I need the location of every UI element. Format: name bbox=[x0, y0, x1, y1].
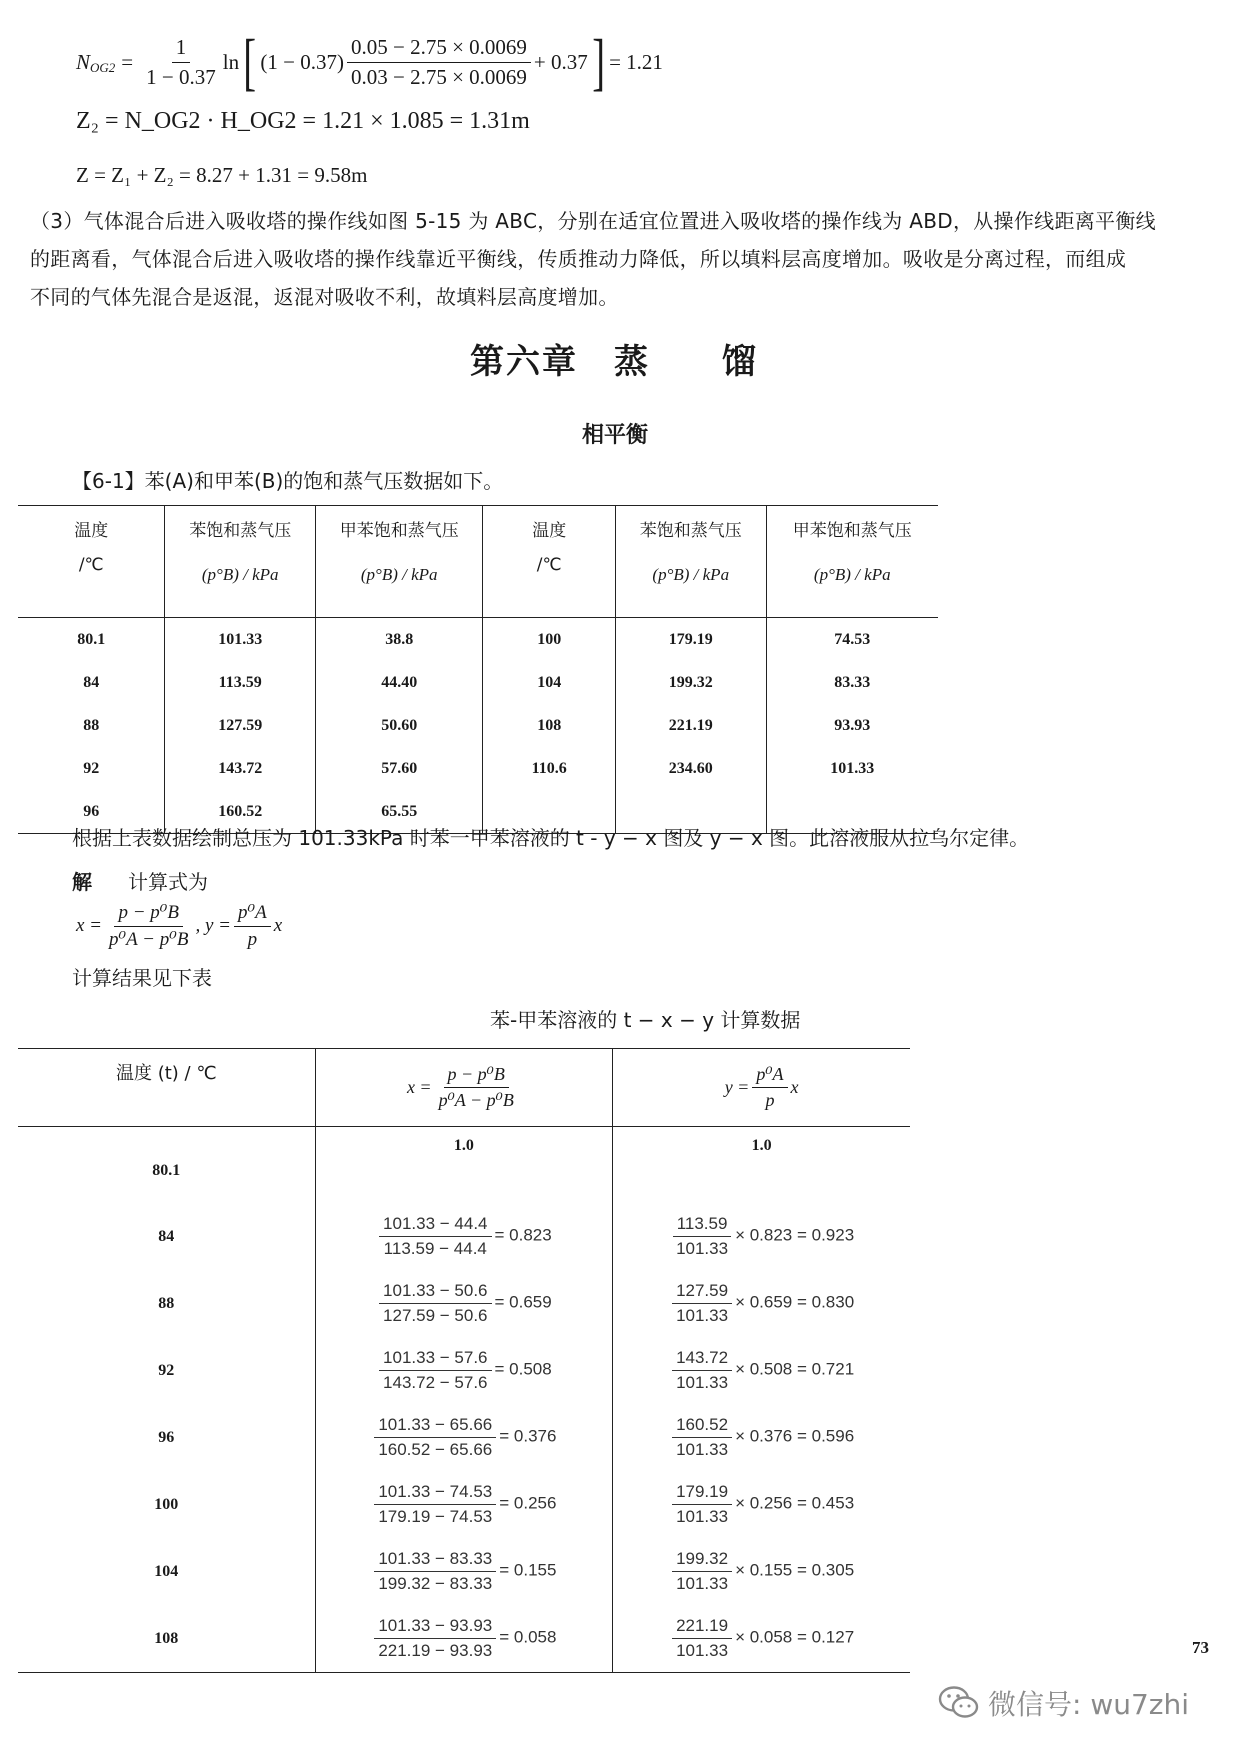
equation-n-og2: N OG2 = $\frac{1}{1 - 0.37}$ ln [ (1 − 0.37) $\frac{0.05 - 2.75 \times 0.0069}{0.03 - 2.75 \times 0.0069}$ + 0.37 ] = 1.21 bbox=[76, 26, 663, 97]
formula-y-den: p bbox=[247, 928, 258, 950]
x-den: 160.52 − 65.66 bbox=[378, 1440, 493, 1459]
x-value: = 0.823 bbox=[494, 1225, 552, 1245]
y-den: 101.33 bbox=[676, 1574, 729, 1593]
eq1-frac2-den: 0.03 − 2.75 × 0.0069 bbox=[350, 64, 527, 89]
table-cell: 104 bbox=[483, 661, 616, 704]
temp-cell: 88 bbox=[18, 1270, 315, 1337]
x-num: 101.33 − 65.66 bbox=[374, 1415, 496, 1438]
x-cell bbox=[315, 1471, 613, 1538]
header-benzene-1-unit: (p°B) / kPa bbox=[201, 565, 279, 584]
table-row bbox=[18, 704, 938, 747]
x-cell: 1.0 bbox=[315, 1127, 613, 1204]
header-temp-1 bbox=[18, 506, 165, 618]
table-row bbox=[18, 1471, 910, 1538]
eq1-lhs: N bbox=[76, 49, 91, 74]
table-cell: 221.19 bbox=[615, 704, 766, 747]
y-num: 221.19 bbox=[672, 1616, 732, 1639]
header-temp-2-label: 温度 bbox=[532, 521, 567, 541]
paragraph-3 bbox=[30, 202, 1220, 316]
eq1-ln: ln bbox=[222, 49, 240, 74]
table-row bbox=[18, 1127, 910, 1204]
table-cell: 93.93 bbox=[834, 716, 871, 734]
x-den: 221.19 − 93.93 bbox=[378, 1641, 493, 1660]
y-cell bbox=[613, 1471, 910, 1538]
y-value: × 0.508 = 0.721 bbox=[735, 1359, 855, 1379]
table-cell: 101.33 bbox=[165, 618, 316, 662]
x-num: 101.33 − 57.6 bbox=[379, 1348, 491, 1371]
y-cell: 1.0 bbox=[751, 1137, 772, 1154]
table-cell: 96 bbox=[18, 790, 165, 834]
txy-calc-table bbox=[18, 1048, 910, 1673]
table-cell: 110.6 bbox=[483, 747, 616, 790]
watermark-text: 微信号: wu7zhi bbox=[988, 1688, 1190, 1721]
vapor-pressure-table-header bbox=[18, 506, 938, 618]
header-x-num: p − p⁰B bbox=[444, 1064, 509, 1088]
paragraph-3-line-2: 的距离看，气体混合后进入吸收塔的操作线靠近平衡线，传质推动力降低，所以填料层高度增加。吸收是分离过程，而组成 bbox=[30, 247, 1127, 271]
x-cell bbox=[315, 1337, 613, 1404]
header-y-den: p bbox=[765, 1090, 775, 1110]
table-row bbox=[18, 1538, 910, 1605]
y-value: × 0.823 = 0.923 bbox=[735, 1225, 855, 1245]
header-benzene-1-label: 苯饱和蒸气压 bbox=[189, 521, 292, 541]
vapor-pressure-table bbox=[18, 505, 938, 834]
formula-x-y bbox=[76, 902, 282, 951]
eq1-lhs-sub: OG2 bbox=[90, 60, 116, 75]
chapter-title: 第六章 蒸 馏 bbox=[470, 342, 758, 382]
table-row bbox=[18, 1337, 910, 1404]
table-row bbox=[18, 1404, 910, 1471]
formula-x-lhs: x = bbox=[76, 915, 103, 937]
header-benzene-2 bbox=[615, 506, 766, 618]
y-value: × 0.058 = 0.127 bbox=[735, 1627, 855, 1647]
x-num: 101.33 − 74.53 bbox=[374, 1482, 496, 1505]
y-den: 101.33 bbox=[676, 1507, 729, 1526]
y-cell bbox=[613, 1404, 910, 1471]
table-cell: 92 bbox=[18, 747, 165, 790]
page-number: 73 bbox=[1192, 1638, 1209, 1657]
header-x-formula bbox=[315, 1049, 613, 1127]
section-title: 相平衡 bbox=[582, 423, 649, 448]
table-cell: 143.72 bbox=[165, 747, 316, 790]
y-num: 179.19 bbox=[672, 1482, 732, 1505]
temp-cell: 100 bbox=[18, 1471, 315, 1538]
y-cell bbox=[613, 1270, 910, 1337]
y-num: 127.59 bbox=[672, 1281, 732, 1304]
y-num: 160.52 bbox=[672, 1415, 732, 1438]
table-cell: 127.59 bbox=[165, 704, 316, 747]
txy-table-header bbox=[18, 1049, 910, 1127]
x-value: = 0.256 bbox=[499, 1493, 557, 1513]
x-den: 113.59 − 44.4 bbox=[383, 1239, 487, 1258]
formula-x-den: p⁰A − p⁰B bbox=[109, 928, 189, 950]
header-y-tail: x bbox=[790, 1077, 799, 1097]
table-cell: 44.40 bbox=[316, 661, 483, 704]
problem-statement: 【6-1】苯(A)和甲苯(B)的饱和蒸气压数据如下。 bbox=[72, 469, 504, 493]
table-row bbox=[18, 618, 938, 662]
temp-cell: 108 bbox=[18, 1605, 315, 1673]
solution-text: 计算式为 bbox=[128, 870, 208, 894]
x-num: 101.33 − 83.33 bbox=[374, 1549, 496, 1572]
x-value: = 0.508 bbox=[494, 1359, 552, 1379]
header-x-lhs: x = bbox=[406, 1077, 432, 1097]
table-cell: 108 bbox=[483, 704, 616, 747]
header-toluene-1 bbox=[316, 506, 483, 618]
formula-x-num: p − p⁰B bbox=[114, 902, 183, 927]
table-cell: 113.59 bbox=[165, 661, 316, 704]
table-row bbox=[18, 661, 938, 704]
header-benzene-2-unit: (p°B) / kPa bbox=[652, 565, 730, 584]
x-num: 101.33 − 50.6 bbox=[379, 1281, 491, 1304]
header-temp-1-unit: /℃ bbox=[78, 555, 104, 575]
formula-y-num: p⁰A bbox=[234, 902, 271, 927]
y-cell bbox=[613, 1203, 910, 1270]
x-cell bbox=[315, 1404, 613, 1471]
table-row bbox=[18, 1203, 910, 1270]
paragraph-3-line-3: 不同的气体先混合是返混，返混对吸收不利，故填料层高度增加。 bbox=[30, 285, 619, 309]
y-cell bbox=[613, 1538, 910, 1605]
y-den: 101.33 bbox=[676, 1306, 729, 1325]
eq1-left-bracket: [ bbox=[243, 26, 257, 97]
eq1-frac1-den: 1 − 0.37 bbox=[146, 64, 216, 89]
x-value: = 0.659 bbox=[494, 1292, 552, 1312]
instruction-text: 根据上表数据绘制总压为 101.33kPa 时苯一甲苯溶液的 t - y − x 图及 y − x 图。此溶液服从拉乌尔定律。 bbox=[72, 826, 1030, 850]
x-value: = 0.376 bbox=[499, 1426, 557, 1446]
table-row bbox=[18, 1605, 910, 1673]
x-num: 101.33 − 93.93 bbox=[374, 1616, 496, 1639]
y-den: 101.33 bbox=[676, 1641, 729, 1660]
y-num: 199.32 bbox=[672, 1549, 732, 1572]
header-x-den: p⁰A − p⁰B bbox=[438, 1090, 514, 1110]
y-cell bbox=[613, 1605, 910, 1673]
table-cell: 160.52 bbox=[165, 790, 316, 834]
y-num: 143.72 bbox=[672, 1348, 732, 1371]
solution-line bbox=[72, 866, 208, 895]
header-toluene-2-label: 甲苯饱和蒸气压 bbox=[792, 521, 912, 541]
y-cell bbox=[613, 1337, 910, 1404]
y-den: 101.33 bbox=[676, 1373, 729, 1392]
y-value: × 0.659 = 0.830 bbox=[735, 1292, 855, 1312]
x-value: = 0.058 bbox=[499, 1627, 557, 1647]
temp-cell: 84 bbox=[18, 1203, 315, 1270]
header-toluene-2-unit: (p°B) / kPa bbox=[813, 565, 891, 584]
y-value: × 0.376 = 0.596 bbox=[735, 1426, 855, 1446]
eq1-right-bracket: ] bbox=[592, 26, 605, 97]
y-value: × 0.155 = 0.305 bbox=[735, 1560, 855, 1580]
table-cell: 74.53 bbox=[834, 630, 871, 648]
header-benzene-1 bbox=[165, 506, 316, 618]
eq1-inner-left: (1 − 0.37) bbox=[260, 49, 344, 74]
x-den: 127.59 − 50.6 bbox=[383, 1306, 488, 1325]
header-y-formula bbox=[613, 1049, 910, 1127]
y-value: × 0.256 = 0.453 bbox=[735, 1493, 855, 1513]
header-y-num: p⁰A bbox=[752, 1064, 787, 1088]
header-temp-2-unit: /℃ bbox=[536, 555, 562, 575]
temp-cell: 80.1 bbox=[18, 1127, 315, 1204]
header-benzene-2-label: 苯饱和蒸气压 bbox=[639, 521, 742, 541]
table-cell: 88 bbox=[18, 704, 165, 747]
header-temp-2 bbox=[483, 506, 616, 618]
header-temp-1-label: 温度 bbox=[74, 521, 109, 541]
y-den: 101.33 bbox=[676, 1440, 729, 1459]
table-cell: 100 bbox=[483, 618, 616, 662]
table2-caption: 苯-甲苯溶液的 t − x − y 计算数据 bbox=[490, 1008, 801, 1032]
eq1-frac1-num: 1 bbox=[172, 35, 191, 62]
x-value: = 0.155 bbox=[499, 1560, 557, 1580]
header-temperature: 温度 (t) / ℃ bbox=[18, 1049, 315, 1127]
equation-z-total: Z = Z₁ + Z₂ = 8.27 + 1.31 = 9.58m bbox=[76, 163, 368, 187]
temp-cell: 96 bbox=[18, 1404, 315, 1471]
x-cell bbox=[315, 1270, 613, 1337]
header-toluene-1-label: 甲苯饱和蒸气压 bbox=[339, 521, 459, 541]
table-cell: 199.32 bbox=[615, 661, 766, 704]
table-cell: 179.19 bbox=[615, 618, 766, 662]
table-cell: 80.1 bbox=[18, 618, 165, 662]
y-num: 113.59 bbox=[673, 1214, 732, 1237]
x-den: 179.19 − 74.53 bbox=[378, 1507, 493, 1526]
table-cell: 101.33 bbox=[830, 759, 875, 777]
table-cell: 50.60 bbox=[316, 704, 483, 747]
table-cell: 83.33 bbox=[834, 673, 871, 691]
table-cell: 38.8 bbox=[316, 618, 483, 662]
x-cell bbox=[315, 1203, 613, 1270]
eq1-result: = 1.21 bbox=[609, 49, 663, 74]
header-toluene-1-unit: (p°B) / kPa bbox=[360, 565, 438, 584]
eq1-inner-right: + 0.37 bbox=[533, 49, 588, 74]
table-cell: 84 bbox=[18, 661, 165, 704]
temp-cell: 104 bbox=[18, 1538, 315, 1605]
eq1-frac2-num: 0.05 − 2.75 × 0.0069 bbox=[347, 35, 531, 62]
table-row bbox=[18, 747, 938, 790]
formula-y-tail: x bbox=[273, 915, 283, 937]
temp-cell: 92 bbox=[18, 1337, 315, 1404]
x-den: 143.72 − 57.6 bbox=[383, 1373, 488, 1392]
equation-z2: Z₂ = N_OG2 · H_OG2 = 1.21 × 1.085 = 1.31m bbox=[76, 108, 530, 134]
x-cell bbox=[315, 1538, 613, 1605]
wechat-icon bbox=[938, 1685, 980, 1721]
table-cell: 57.60 bbox=[316, 747, 483, 790]
x-num: 101.33 − 44.4 bbox=[379, 1214, 491, 1237]
x-den: 199.32 − 83.33 bbox=[378, 1574, 493, 1593]
table-row bbox=[18, 1270, 910, 1337]
paragraph-3-line-1: （3）气体混合后进入吸收塔的操作线如图 5-15 为 ABC，分别在适宜位置进入吸收塔的操作线为 ABD，从操作线距离平衡线 bbox=[30, 209, 1156, 233]
solution-label: 解 bbox=[72, 870, 92, 894]
table-cell: 234.60 bbox=[615, 747, 766, 790]
formula-y-lhs: , y = bbox=[195, 915, 231, 937]
header-toluene-2 bbox=[766, 506, 938, 618]
table-cell: 65.55 bbox=[316, 790, 483, 834]
watermark bbox=[938, 1683, 1189, 1723]
y-den: 101.33 bbox=[676, 1239, 729, 1258]
results-intro: 计算结果见下表 bbox=[72, 966, 212, 990]
x-cell bbox=[315, 1605, 613, 1673]
header-y-lhs: y = bbox=[724, 1077, 750, 1097]
